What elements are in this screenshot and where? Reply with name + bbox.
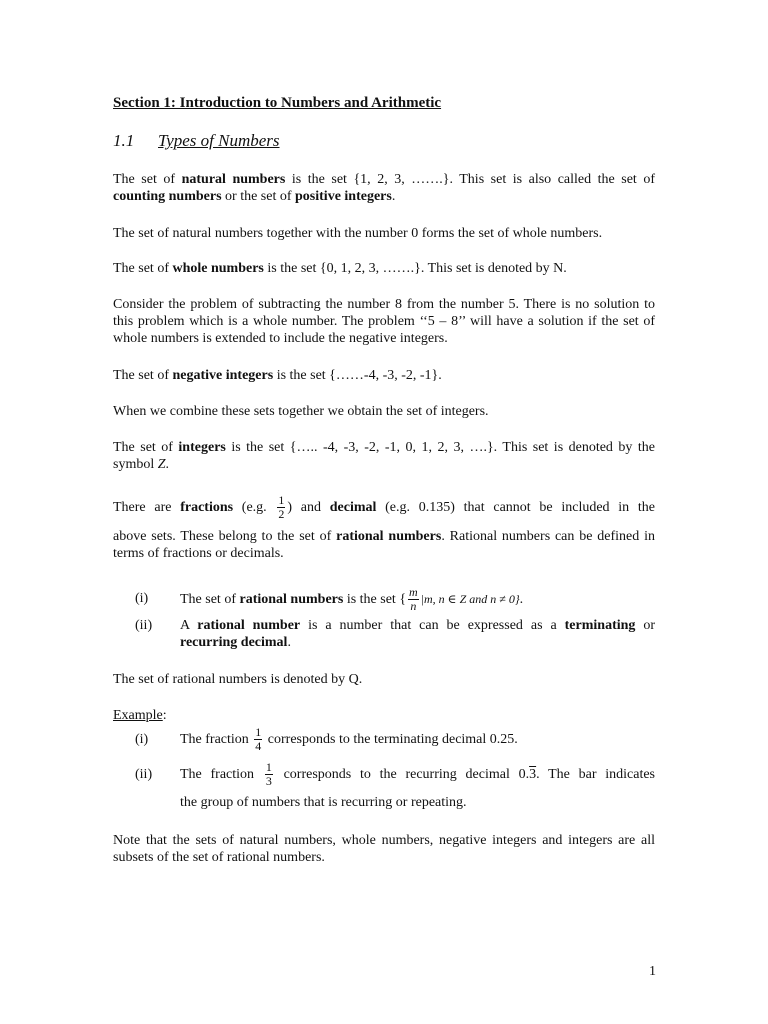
example-item-1: (i) The fraction $\frac{1}{4}$ corresponds to the terminating decimal 0.25.: [135, 725, 518, 754]
section-title: Section 1: Introduction to Numbers and Arithmetic: [113, 95, 442, 111]
definition-item-2: (ii) A rational number is a number that can be expressed as a terminating or recurring decimal.: [135, 618, 656, 650]
fraction-one-half: $\frac{1}{2}$: [278, 493, 285, 522]
subsection-title: Types of Numbers: [158, 131, 280, 150]
paragraph-integers: The set of integers is the set {….. -4, -3, -2, -1, 0, 1, 2, 3, ….}. This set is denoted by the symbol Z.: [113, 440, 655, 472]
paragraph-natural-numbers: The set of natural numbers is the set {1, 2, 3, …….}. This set is also called the set of counting numbers or the set of positive integers.: [113, 172, 656, 204]
subsection-number: 1.1: [113, 131, 135, 150]
paragraph-subsets-note: Note that the sets of natural numbers, whole numbers, negative integers and integers are all subsets of the set of rational numbers.: [113, 833, 655, 865]
paragraph-negative-integers: The set of negative integers is the set {……-4, -3, -2, -1}.: [113, 368, 442, 383]
page-number: 1: [649, 964, 656, 979]
paragraph-subtraction: Consider the problem of subtracting the number 8 from the number 5. There is no solution to this problem which is a whole number. The problem ‘‘5 – 8’’ will have a solution if the set of whole numbers is extended to include the negative integers.: [113, 297, 655, 346]
paragraph-rational-denoted: The set of rational numbers is denoted by Q.: [113, 672, 363, 687]
paragraph-fractions-decimals: There are fractions (e.g. $\frac{1}{2}$ ) and decimal (e.g. 0.135) that cannot be included in the above sets. These belong to the set of rational numbers. Rational numbers can be defined in terms of fractions or decimals.: [113, 493, 655, 561]
paragraph-combine-sets: When we combine these sets together we obtain the set of integers.: [113, 404, 489, 419]
subsection-heading: [113, 132, 655, 149]
paragraph-whole-numbers-intro: The set of natural numbers together with the number 0 forms the set of whole numbers.: [113, 226, 603, 241]
fraction-one-third: $\frac{1}{3}$: [265, 760, 272, 789]
example-item-2: (ii) The fraction $\frac{1}{3}$ corresponds to the recurring decimal 0.3. The bar indicates the group of numbers that is recurring or repeating.: [135, 760, 655, 810]
recurring-digit: 3: [529, 767, 537, 782]
paragraph-whole-numbers: The set of whole numbers is the set {0, 1, 2, 3, …….}. This set is denoted by N.: [113, 261, 567, 276]
definition-item-1: (i) The set of rational numbers is the set { $\frac{m}{n}$ |m, n ∈ Z and n ≠ 0}.: [135, 585, 524, 614]
example-heading: Example:: [113, 708, 167, 723]
fraction-m-over-n: $\frac{m}{n}$: [409, 585, 418, 614]
fraction-one-quarter: $\frac{1}{4}$: [255, 725, 262, 754]
